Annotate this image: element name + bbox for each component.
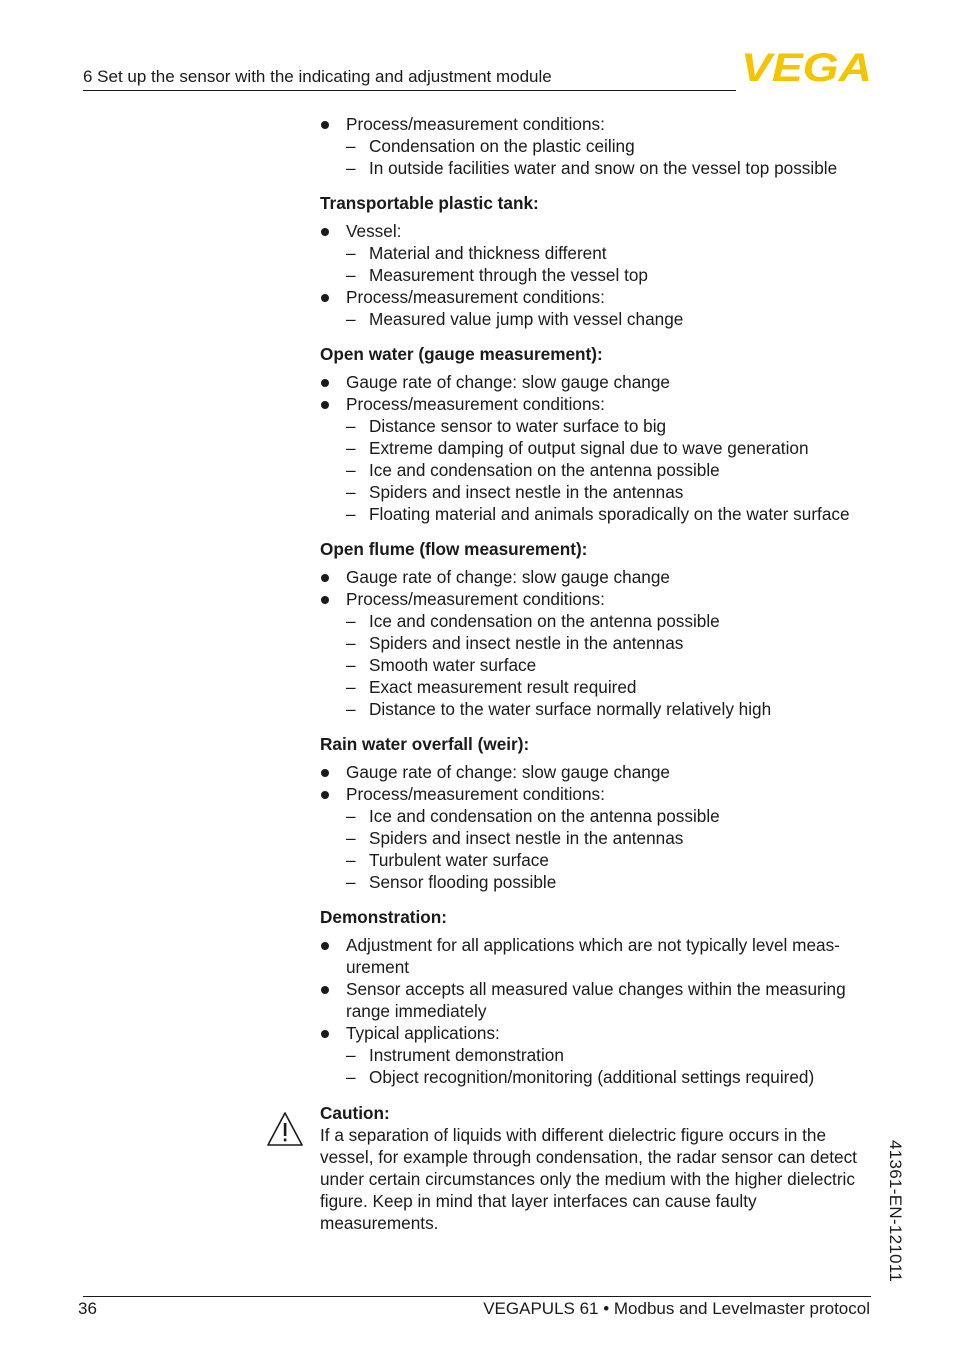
dash-item: – In outside facilities water and snow on the vessel top possible bbox=[346, 157, 880, 179]
main-content bbox=[320, 113, 880, 1088]
bullet-text: Process/measurement conditions: bbox=[346, 394, 605, 414]
bullet-text: Process/measurement conditions: bbox=[346, 784, 605, 804]
dash-item: – Instrument demonstration bbox=[346, 1044, 880, 1066]
bullet-list bbox=[320, 761, 880, 893]
bullet-list bbox=[320, 934, 880, 1088]
vega-logo bbox=[741, 50, 872, 84]
bullet-text: Process/measurement conditions: bbox=[346, 589, 605, 609]
dash-list bbox=[346, 610, 880, 720]
dash-item: – Floating material and animals sporadically on the water surface bbox=[346, 503, 880, 525]
bullet-list bbox=[320, 566, 880, 720]
bullet-item bbox=[320, 934, 880, 978]
dash-list bbox=[346, 308, 880, 330]
dash-item: – Distance to the water surface normally relatively high bbox=[346, 698, 880, 720]
bullet-item bbox=[320, 566, 880, 588]
section bbox=[320, 343, 880, 525]
dash-list bbox=[346, 242, 880, 286]
dash-item: – Spiders and insect nestle in the antennas bbox=[346, 632, 880, 654]
bullet-item bbox=[320, 1022, 880, 1088]
bullet-item bbox=[320, 588, 880, 720]
caution-title: Caution: bbox=[320, 1103, 390, 1123]
bullet-text: Sensor accepts all measured value changes within the measuring range immediately bbox=[346, 979, 846, 1021]
section-heading: Transportable plastic tank: bbox=[320, 193, 539, 213]
bullet-list bbox=[320, 113, 880, 179]
bullet-item bbox=[320, 783, 880, 893]
dash-item: – Exact measurement result required bbox=[346, 676, 880, 698]
section-heading: Open flume (flow measurement): bbox=[320, 539, 588, 559]
section-heading: Demonstration: bbox=[320, 907, 448, 927]
dash-item: – Distance sensor to water surface to big bbox=[346, 415, 880, 437]
dash-list bbox=[346, 805, 880, 893]
warning-triangle-icon bbox=[266, 1111, 304, 1147]
bullet-list bbox=[320, 371, 880, 525]
bullet-text: Gauge rate of change: slow gauge change bbox=[346, 372, 670, 392]
section-heading: Rain water overfall (weir): bbox=[320, 734, 530, 754]
dash-item: – Turbulent water surface bbox=[346, 849, 880, 871]
page-number: 36 bbox=[78, 1299, 97, 1318]
bullet-text: Adjustment for all applications which are not typically level meas-urement bbox=[346, 935, 840, 977]
bullet-text: Vessel: bbox=[346, 221, 402, 241]
section bbox=[320, 113, 880, 179]
dash-item: – Smooth water surface bbox=[346, 654, 880, 676]
bullet-list bbox=[320, 220, 880, 330]
dash-item: – Spiders and insect nestle in the antennas bbox=[346, 827, 880, 849]
bullet-item bbox=[320, 761, 880, 783]
bullet-item bbox=[320, 371, 880, 393]
dash-item: – Ice and condensation on the antenna possible bbox=[346, 459, 880, 481]
dash-item: – Ice and condensation on the antenna possible bbox=[346, 805, 880, 827]
dash-list bbox=[346, 1044, 880, 1088]
footer-rule bbox=[83, 1296, 871, 1297]
bullet-text: Process/measurement conditions: bbox=[346, 114, 605, 134]
bullet-item bbox=[320, 393, 880, 525]
caution-text: If a separation of liquids with different dielectric figure occurs in the vessel, for example through condensation, the radar sensor can detect under certain circumstances only the medium with the higher dielectric figure. Keep in mind that layer interfaces can cause faulty measurements. bbox=[320, 1125, 857, 1233]
section bbox=[320, 192, 880, 330]
dash-item: – Material and thickness different bbox=[346, 242, 880, 264]
bullet-item bbox=[320, 978, 880, 1022]
document-id: 41361-EN-121011 bbox=[886, 1140, 905, 1283]
section bbox=[320, 733, 880, 893]
section bbox=[320, 906, 880, 1088]
bullet-item bbox=[320, 286, 880, 330]
dash-item: – Measured value jump with vessel change bbox=[346, 308, 880, 330]
dash-item: – Sensor flooding possible bbox=[346, 871, 880, 893]
dash-item: – Extreme damping of output signal due to wave generation bbox=[346, 437, 880, 459]
header-title: 6 Set up the sensor with the indicating and adjustment module bbox=[83, 67, 552, 86]
dash-item: – Spiders and insect nestle in the antennas bbox=[346, 481, 880, 503]
dash-item: – Object recognition/monitoring (additional settings required) bbox=[346, 1066, 880, 1088]
bullet-text: Typical applications: bbox=[346, 1023, 500, 1043]
dash-list bbox=[346, 415, 880, 525]
caution-note bbox=[320, 1102, 865, 1234]
dash-list bbox=[346, 135, 880, 179]
bullet-text: Process/measurement conditions: bbox=[346, 287, 605, 307]
section bbox=[320, 538, 880, 720]
dash-item: – Condensation on the plastic ceiling bbox=[346, 135, 880, 157]
footer-product: VEGAPULS 61 • Modbus and Levelmaster protocol bbox=[483, 1299, 870, 1318]
bullet-text: Gauge rate of change: slow gauge change bbox=[346, 567, 670, 587]
logo-text: VEGA bbox=[741, 50, 872, 84]
section-heading: Open water (gauge measurement): bbox=[320, 344, 603, 364]
bullet-item bbox=[320, 220, 880, 286]
bullet-text: Gauge rate of change: slow gauge change bbox=[346, 762, 670, 782]
header-rule bbox=[83, 90, 736, 91]
dash-item: – Ice and condensation on the antenna possible bbox=[346, 610, 880, 632]
dash-item: – Measurement through the vessel top bbox=[346, 264, 880, 286]
bullet-item bbox=[320, 113, 880, 179]
